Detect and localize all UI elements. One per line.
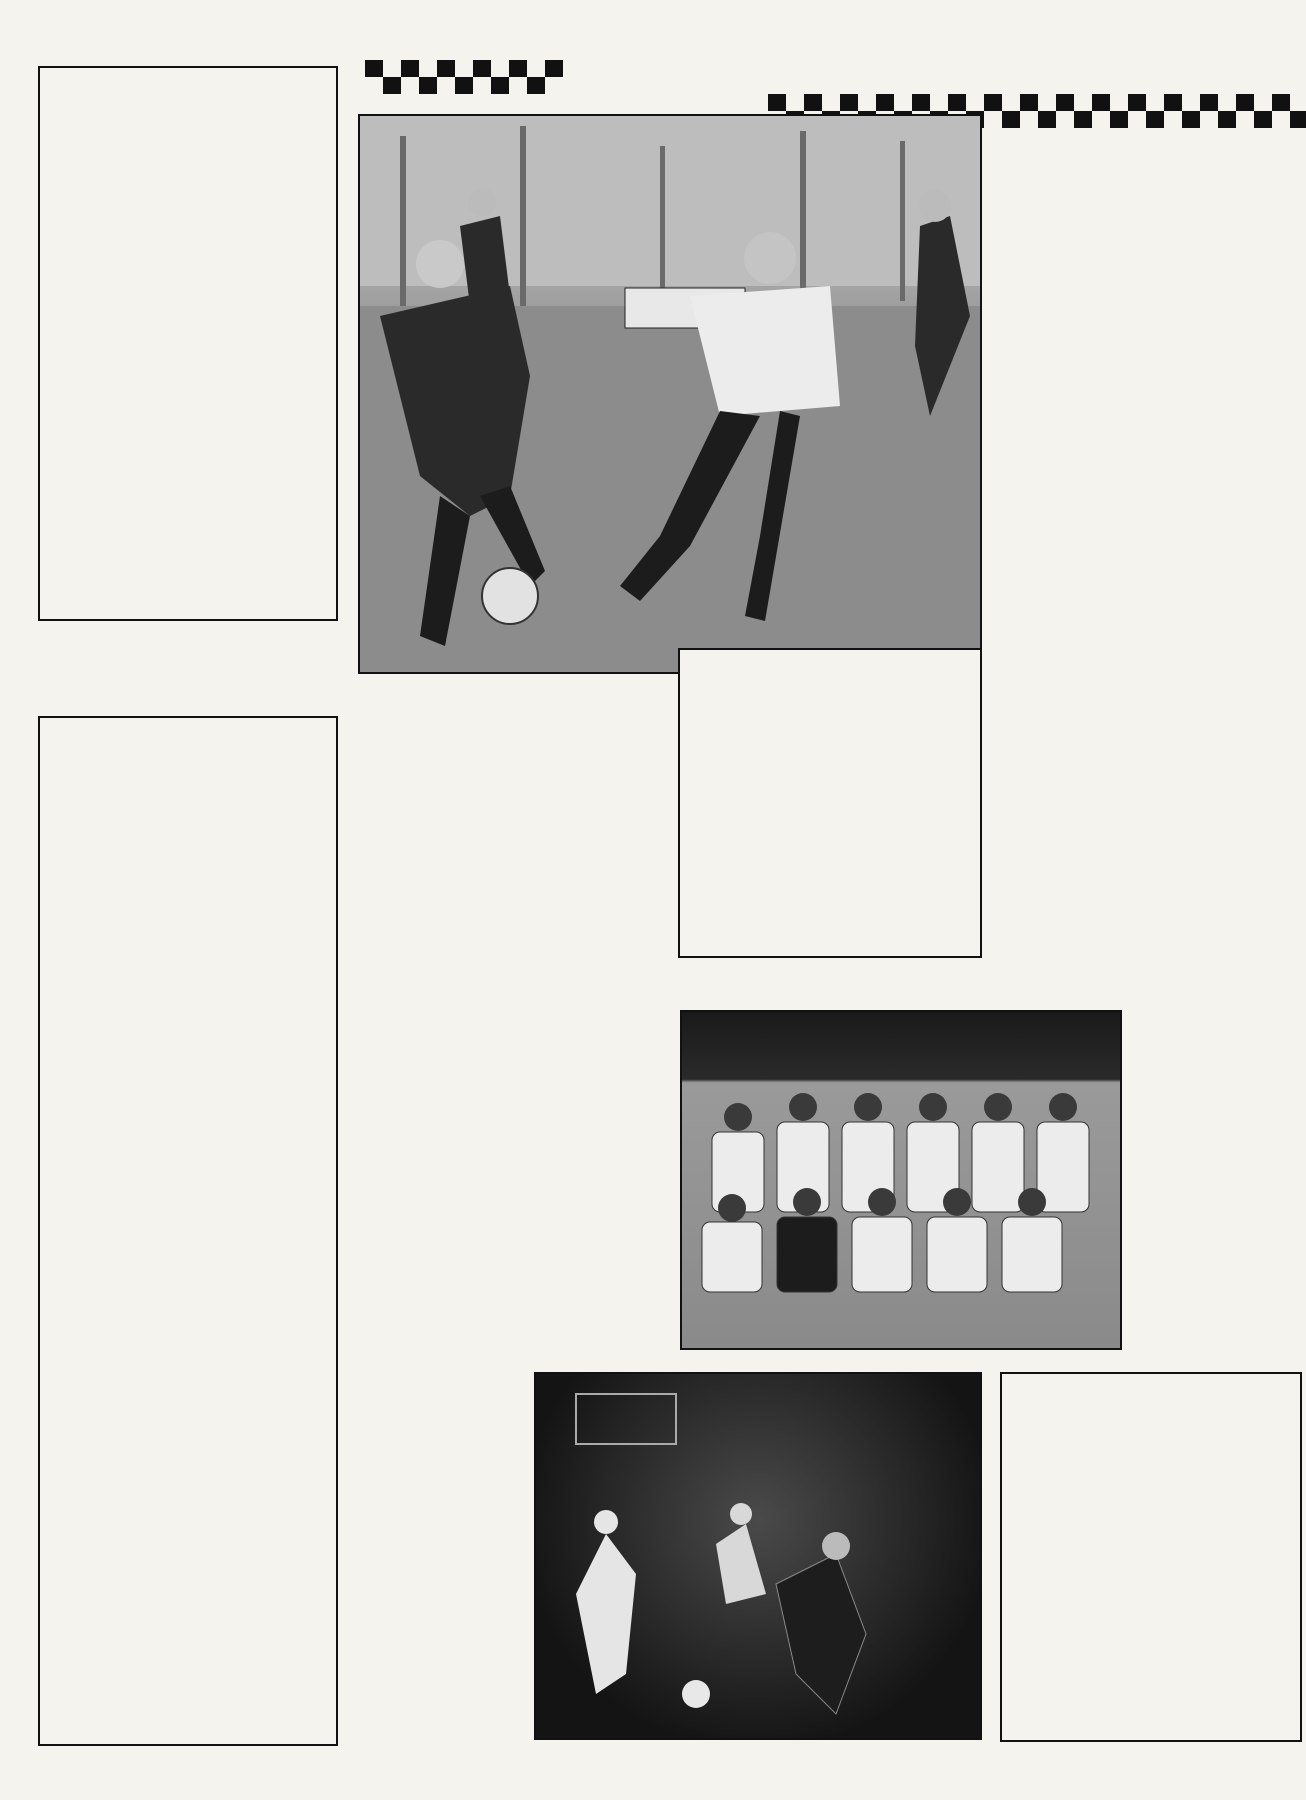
steinbrunn-body [374, 766, 660, 829]
football [482, 568, 538, 624]
checker-left [365, 60, 563, 94]
photo-team [680, 1010, 1122, 1350]
toto-box-top [38, 66, 338, 621]
team-players [682, 1012, 1120, 1348]
photo1-caption-box [678, 648, 982, 958]
hall-scene [536, 1374, 980, 1738]
field-scene [360, 116, 980, 672]
toto-box-bottom [38, 716, 338, 1746]
hall-ball [682, 1680, 710, 1708]
photo-field-game [358, 114, 982, 674]
results-block [50, 1424, 330, 1436]
steinbrunn-article [374, 752, 660, 829]
oberpullendorf-article [1000, 102, 1298, 118]
toto-logo [36, 622, 340, 714]
basketball-board [576, 1394, 676, 1444]
sturm-box [1000, 1372, 1302, 1742]
photo-hall-game [534, 1372, 982, 1740]
